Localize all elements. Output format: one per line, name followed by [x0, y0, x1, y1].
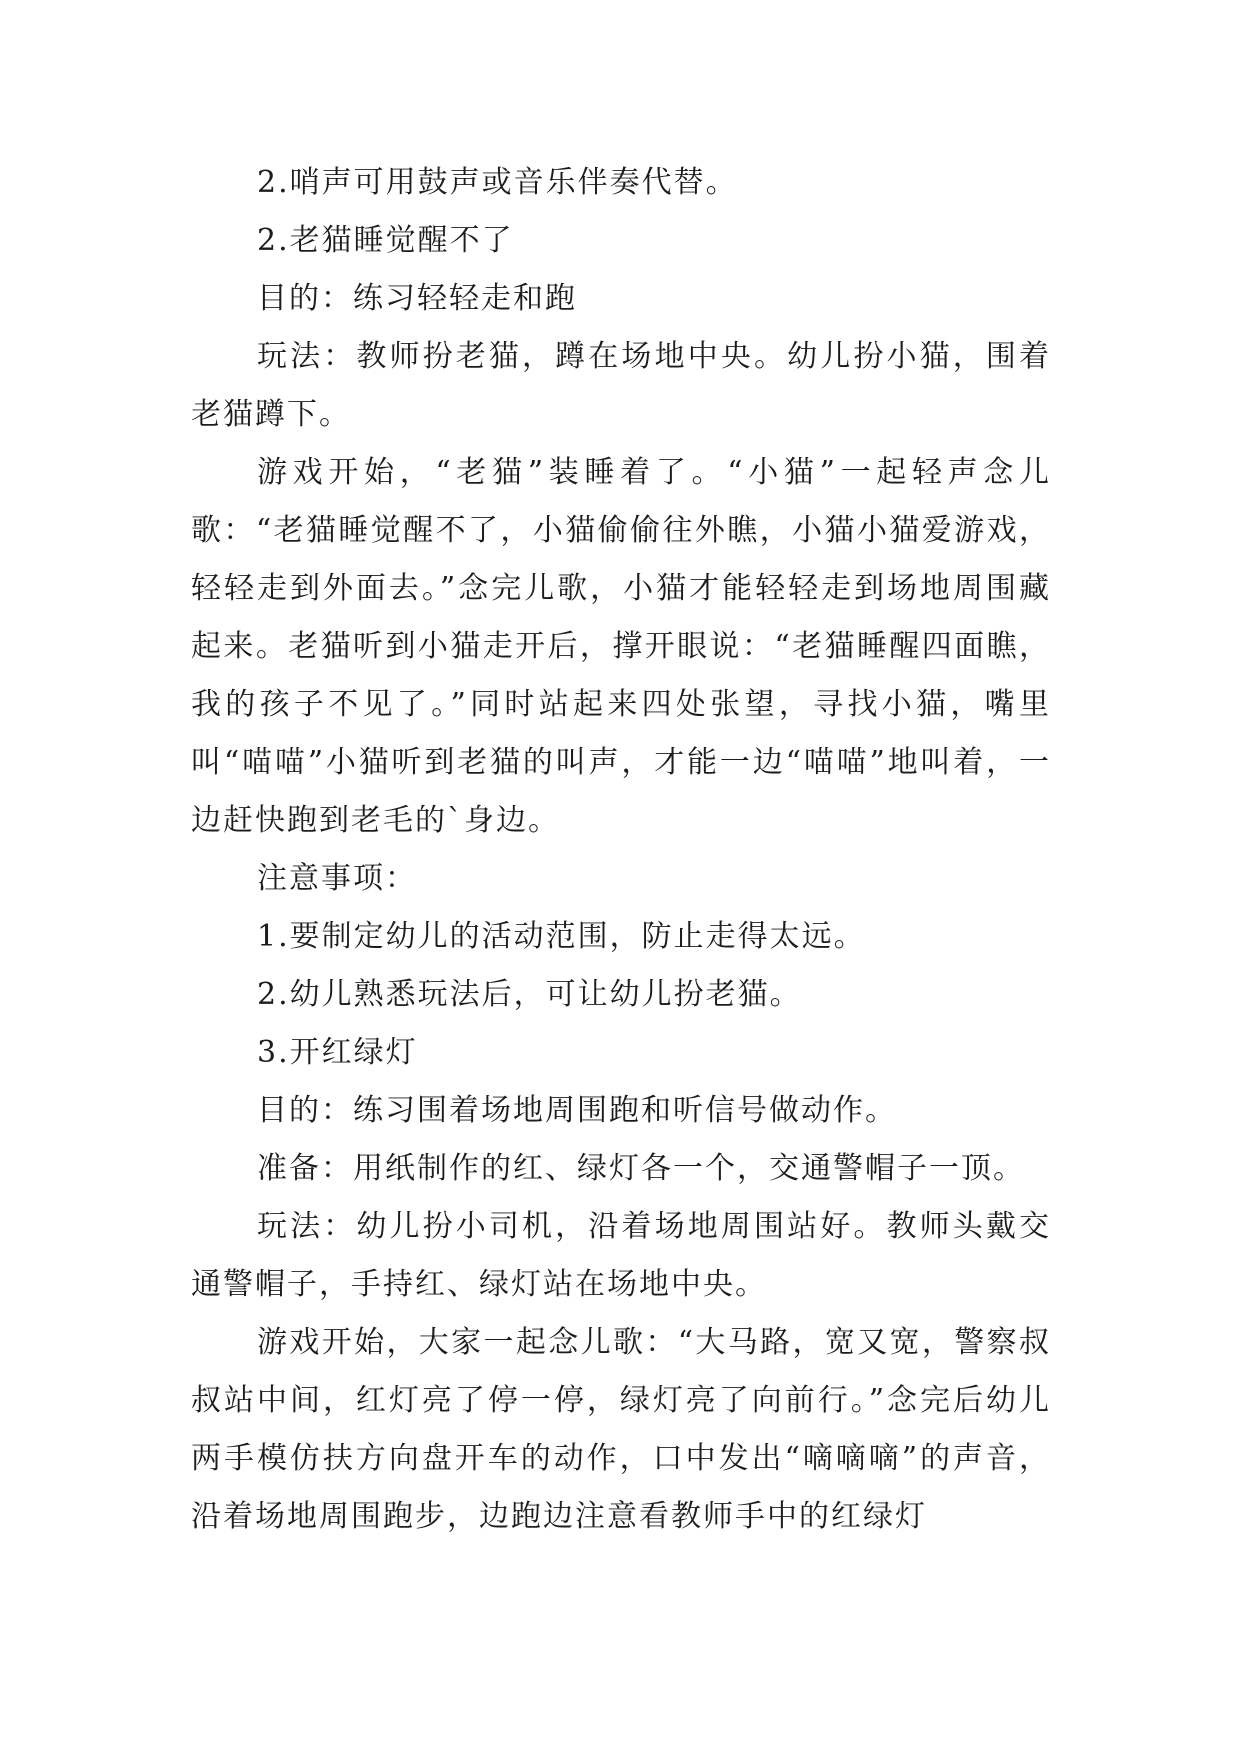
document-body — [191, 154, 1051, 1546]
paragraph-12: 玩法：幼儿扮小司机，沿着场地周围站好。教师头戴交通警帽子，手持红、绿灯站在场地中央。 — [191, 1209, 1051, 1302]
paragraph-11: 准备：用纸制作的红、绿灯各一个，交通警帽子一顶。 — [257, 1151, 1025, 1186]
paragraph-1: 2.哨声可用鼓声或音乐伴奏代替。 — [257, 165, 738, 200]
paragraph-5: 游戏开始，“老猫”装睡着了。“小猫”一起轻声念儿歌：“老猫睡觉醒不了，小猫偷偷往外瞧，小猫小猫爱游戏，轻轻走到外面去。”念完儿歌，小猫才能轻轻走到场地周围藏起来。老猫听到小猫走开后，撑开眼说：“老猫睡醒四面瞧，我的孩子不见了。”同时站起来四处张望，寻找小猫，嘴里叫“喵喵”小猫听到老猫的叫声，才能一边“喵喵”地叫着，一边赶快跑到老毛的`身边。 — [191, 455, 1051, 838]
paragraph-7: 1.要制定幼儿的活动范围，防止走得太远。 — [257, 919, 866, 954]
paragraph-6: 注意事项： — [257, 861, 417, 896]
paragraph-3: 目的：练习轻轻走和跑 — [257, 281, 577, 316]
paragraph-4: 玩法：教师扮老猫，蹲在场地中央。幼儿扮小猫，围着老猫蹲下。 — [191, 339, 1051, 432]
paragraph-13: 游戏开始，大家一起念儿歌：“大马路，宽又宽，警察叔叔站中间，红灯亮了停一停，绿灯亮了向前行。”念完后幼儿两手模仿扶方向盘开车的动作，口中发出“嘀嘀嘀”的声音，沿着场地周围跑步，边跑边注意看教师手中的红绿灯 — [191, 1325, 1051, 1534]
paragraph-8: 2.幼儿熟悉玩法后，可让幼儿扮老猫。 — [257, 977, 802, 1012]
paragraph-9: 3.开红绿灯 — [257, 1035, 418, 1070]
paragraph-10: 目的：练习围着场地周围跑和听信号做动作。 — [257, 1093, 897, 1128]
paragraph-2: 2.老猫睡觉醒不了 — [257, 223, 514, 258]
